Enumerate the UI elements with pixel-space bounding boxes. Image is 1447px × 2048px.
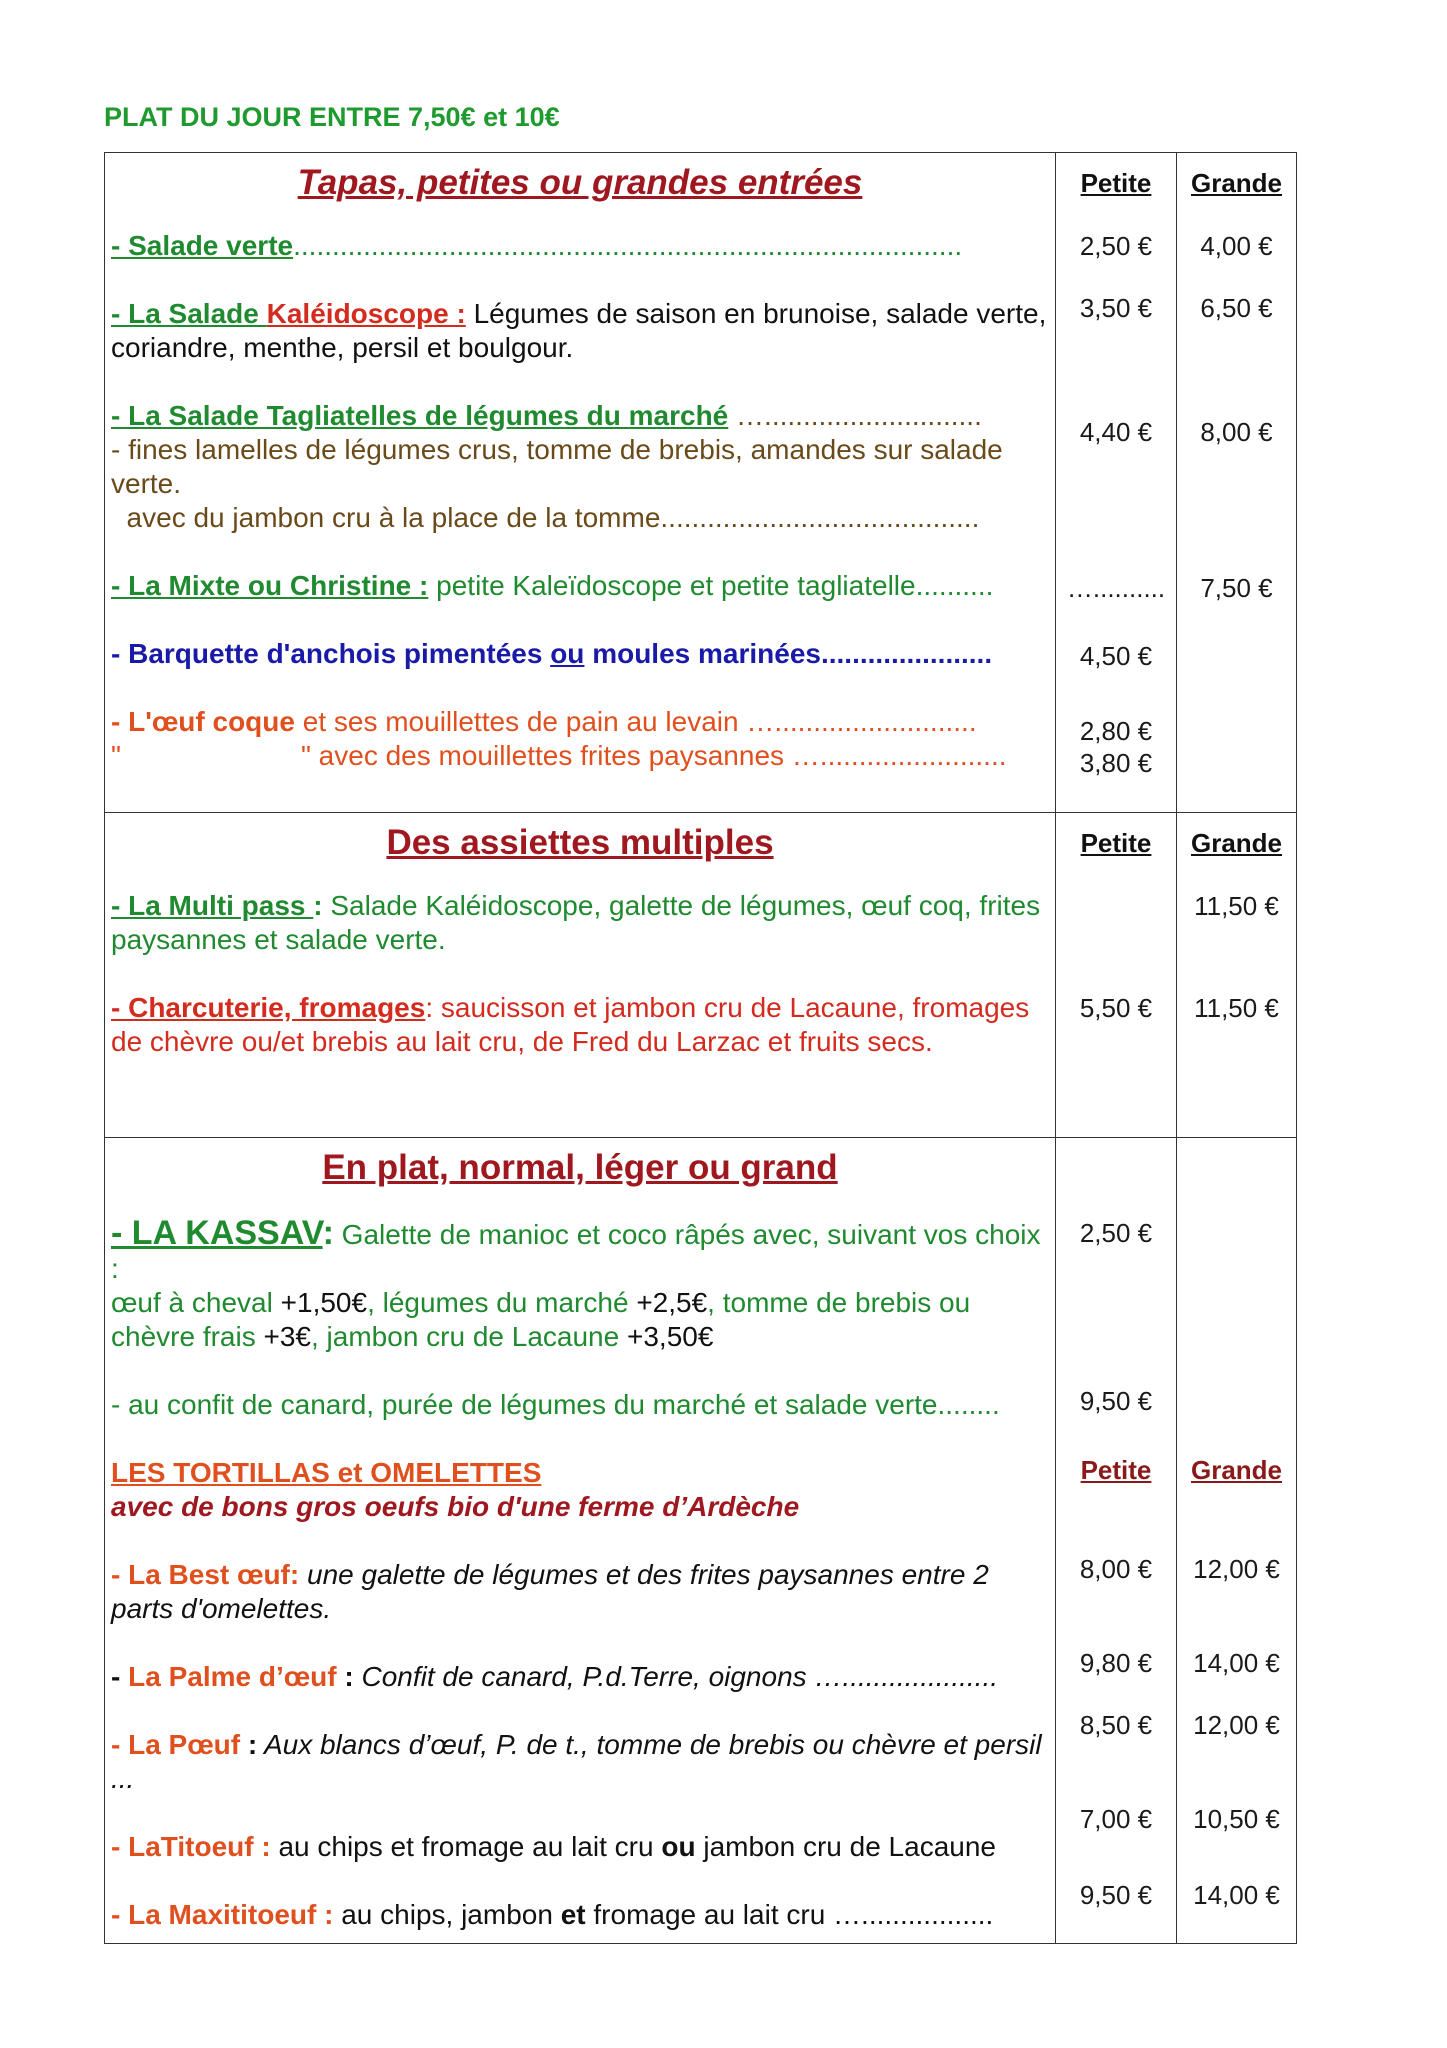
price: 5,50 €: [1079, 993, 1153, 1023]
item-desc-et: et: [560, 1899, 586, 1930]
price: 8,00 €: [1200, 417, 1273, 447]
item-name: La Palme d’œuf: [128, 1661, 337, 1692]
option: , jambon cru de Lacaune: [311, 1321, 627, 1352]
price: 6,50 €: [1200, 293, 1273, 323]
subsection-subtitle: avec de bons gros oeufs bio d'une ferme d’Ardèche: [111, 1491, 800, 1522]
price: 2,50 €: [1079, 231, 1153, 261]
item-desc-ou: ou: [661, 1831, 696, 1862]
item-desc: Salade Kaléidoscope, galette de légumes, œuf coq, frites paysannes et salade verte.: [111, 890, 1041, 955]
item-desc: Aux blancs d’œuf, P. de t., tomme de brebis ou chèvre et persil ...: [111, 1729, 1042, 1794]
dash: -: [111, 1661, 129, 1692]
column-header-petite: Petite: [1080, 168, 1152, 198]
price: 9,50 €: [1079, 1386, 1153, 1416]
price: 2,50 €: [1079, 1218, 1153, 1248]
price: 8,00 €: [1079, 1554, 1153, 1584]
price: 7,50 €: [1200, 573, 1273, 603]
price: 11,50 €: [1194, 891, 1279, 921]
option: , tomme de brebis ou chèvre frais: [111, 1287, 971, 1352]
dots: …............................: [728, 400, 982, 431]
price: 4,50 €: [1079, 641, 1153, 671]
item-desc: petite Kaleïdoscope et petite tagliatelle..........: [428, 570, 994, 601]
tapas-desc-cell: [105, 153, 1056, 813]
item-name-part: doscope :: [333, 298, 466, 329]
column-header-petite: Petite: [1080, 828, 1152, 858]
section-assiettes: [105, 813, 1297, 1138]
colon: :: [322, 1214, 334, 1252]
tapas-grande-cell: [1177, 153, 1297, 813]
item-name: - La Mixte ou Christine :: [111, 570, 429, 601]
option-price: +3,50€: [626, 1321, 714, 1352]
item-name: - L'œuf coque: [111, 706, 295, 737]
item-oeuf-coque: [111, 705, 1055, 773]
item-palme-oeuf: [111, 1660, 1055, 1694]
plat-petite-cell: [1056, 1138, 1177, 1944]
item-name: - Salade verte: [111, 230, 294, 261]
item-desc: et ses mouillettes de pain au levain …..........................: [294, 706, 977, 737]
section-plat: [105, 1138, 1297, 1944]
column-header-grande: Grande: [1190, 1455, 1283, 1485]
price: 11,50 €: [1194, 993, 1279, 1023]
price: 10,50 €: [1193, 1804, 1280, 1834]
price: 14,00 €: [1193, 1880, 1280, 1910]
option: , légumes du marché: [367, 1287, 637, 1318]
tapas-petite-cell: [1056, 153, 1177, 813]
item-name: - La Maxititoeuf :: [111, 1899, 334, 1930]
item-variant: avec du jambon cru à la place de la tomme.........................................: [111, 502, 980, 533]
price: …..........: [1066, 573, 1166, 603]
ditto-mark: ": [111, 740, 121, 771]
subsection-title: LES TORTILLAS et OMELETTES: [111, 1457, 542, 1488]
column-header-grande: Grande: [1190, 828, 1283, 858]
plat-desc-cell: [105, 1138, 1056, 1944]
option-price: +2,5€: [636, 1287, 708, 1318]
item-desc: une galette de légumes et des frites paysannes entre 2 parts d'omelettes.: [111, 1559, 989, 1624]
item-desc: au chips et fromage au lait cru: [270, 1831, 662, 1862]
page-header: PLAT DU JOUR ENTRE 7,50€ et 10€: [104, 102, 560, 132]
item-barquette: [111, 637, 1055, 671]
item-desc: Légumes de saison en brunoise, salade verte, coriandre, menthe, persil et boulgour.: [111, 298, 1047, 363]
column-header-petite: Petite: [1080, 1455, 1152, 1485]
item-best-oeuf: [111, 1558, 1055, 1626]
assiettes-petite-cell: [1056, 813, 1177, 1138]
assiettes-grande-cell: [1177, 813, 1297, 1138]
item-name-ou: ou: [550, 638, 585, 669]
item-desc: : saucisson et jambon cru de Lacaune, fromages de chèvre ou/et brebis au lait cru, de Fred du Larzac et fruits secs.: [111, 992, 1030, 1057]
colon: :: [336, 1661, 354, 1692]
item-maxititoeuf: [111, 1898, 1055, 1932]
item-titoeuf: [111, 1830, 1055, 1864]
item-name: - LaTitoeuf :: [111, 1831, 271, 1862]
item-name: - Charcuterie, fromages: [111, 992, 426, 1023]
item-confit: - au confit de canard, purée de légumes du marché et salade verte........: [111, 1389, 1000, 1420]
section-title: Des assiettes multiples: [386, 823, 774, 862]
price: 2,80 €: [1079, 716, 1153, 746]
item-name: - La Best œuf:: [111, 1559, 300, 1590]
item-desc: Confit de canard, P.d.Terre, oignons …....................: [353, 1661, 999, 1692]
item-kassav: [111, 1216, 1055, 1354]
item-name: moules marinées......................: [584, 638, 993, 669]
dots: ......................................................................................: [293, 230, 963, 261]
item-desc: - fines lamelles de légumes crus, tomme de brebis, amandes sur salade verte.: [111, 434, 1003, 499]
price: 9,80 €: [1079, 1648, 1153, 1678]
item-multi-pass: [111, 889, 1055, 957]
item-name: - LA KASSAV: [111, 1214, 323, 1252]
option-price: +3€: [263, 1321, 311, 1352]
item-poeuf: [111, 1728, 1055, 1796]
option: œuf à cheval: [111, 1287, 281, 1318]
price: 7,00 €: [1079, 1804, 1153, 1834]
price: 4,40 €: [1079, 417, 1153, 447]
item-desc: jambon cru de Lacaune: [695, 1831, 996, 1862]
section-title: En plat, normal, léger ou grand: [322, 1148, 838, 1187]
item-tagliatelles: [111, 399, 1055, 535]
price: 3,50 €: [1079, 293, 1153, 323]
price: 8,50 €: [1079, 1710, 1153, 1740]
assiettes-desc-cell: [105, 813, 1056, 1138]
item-name: - La Salade Tagliatelles de légumes du marché: [111, 400, 729, 431]
section-title: Tapas, petites ou grandes entrées: [297, 163, 863, 202]
item-desc: au chips, jambon: [333, 1899, 561, 1930]
price: 14,00 €: [1193, 1648, 1280, 1678]
option-price: +1,50€: [280, 1287, 368, 1318]
column-header-grande: Grande: [1190, 168, 1283, 198]
item-name: - La Salade: [111, 298, 267, 329]
item-variant: " avec des mouillettes frites paysannes …........................: [300, 740, 1007, 771]
item-charcuterie: [111, 991, 1055, 1059]
price: 12,00 €: [1193, 1554, 1280, 1584]
price: 12,00 €: [1193, 1710, 1280, 1740]
price: 9,50 €: [1079, 1880, 1153, 1910]
item-desc: fromage au lait cru ….................: [585, 1899, 994, 1930]
item-name: - Barquette d'anchois pimentées: [111, 638, 551, 669]
item-mixte: [111, 569, 1055, 603]
item-kaleidoscope: [111, 297, 1055, 365]
item-desc: Galette de manioc et coco râpés avec, suivant vos choix :: [111, 1219, 1041, 1284]
plat-grande-cell: [1177, 1138, 1297, 1944]
item-name: - La Multi pass: [111, 890, 314, 921]
item-name: - La Pœuf: [111, 1729, 241, 1760]
price: 3,80 €: [1079, 748, 1153, 778]
colon: :: [240, 1729, 258, 1760]
item-salade-verte: [111, 229, 1055, 263]
section-tapas: [105, 153, 1297, 813]
price: 4,00 €: [1200, 231, 1273, 261]
item-name-part: Kaléi: [266, 298, 334, 329]
colon: :: [313, 890, 323, 921]
tortillas-heading: [111, 1456, 1055, 1524]
menu-table: [104, 152, 1297, 1944]
